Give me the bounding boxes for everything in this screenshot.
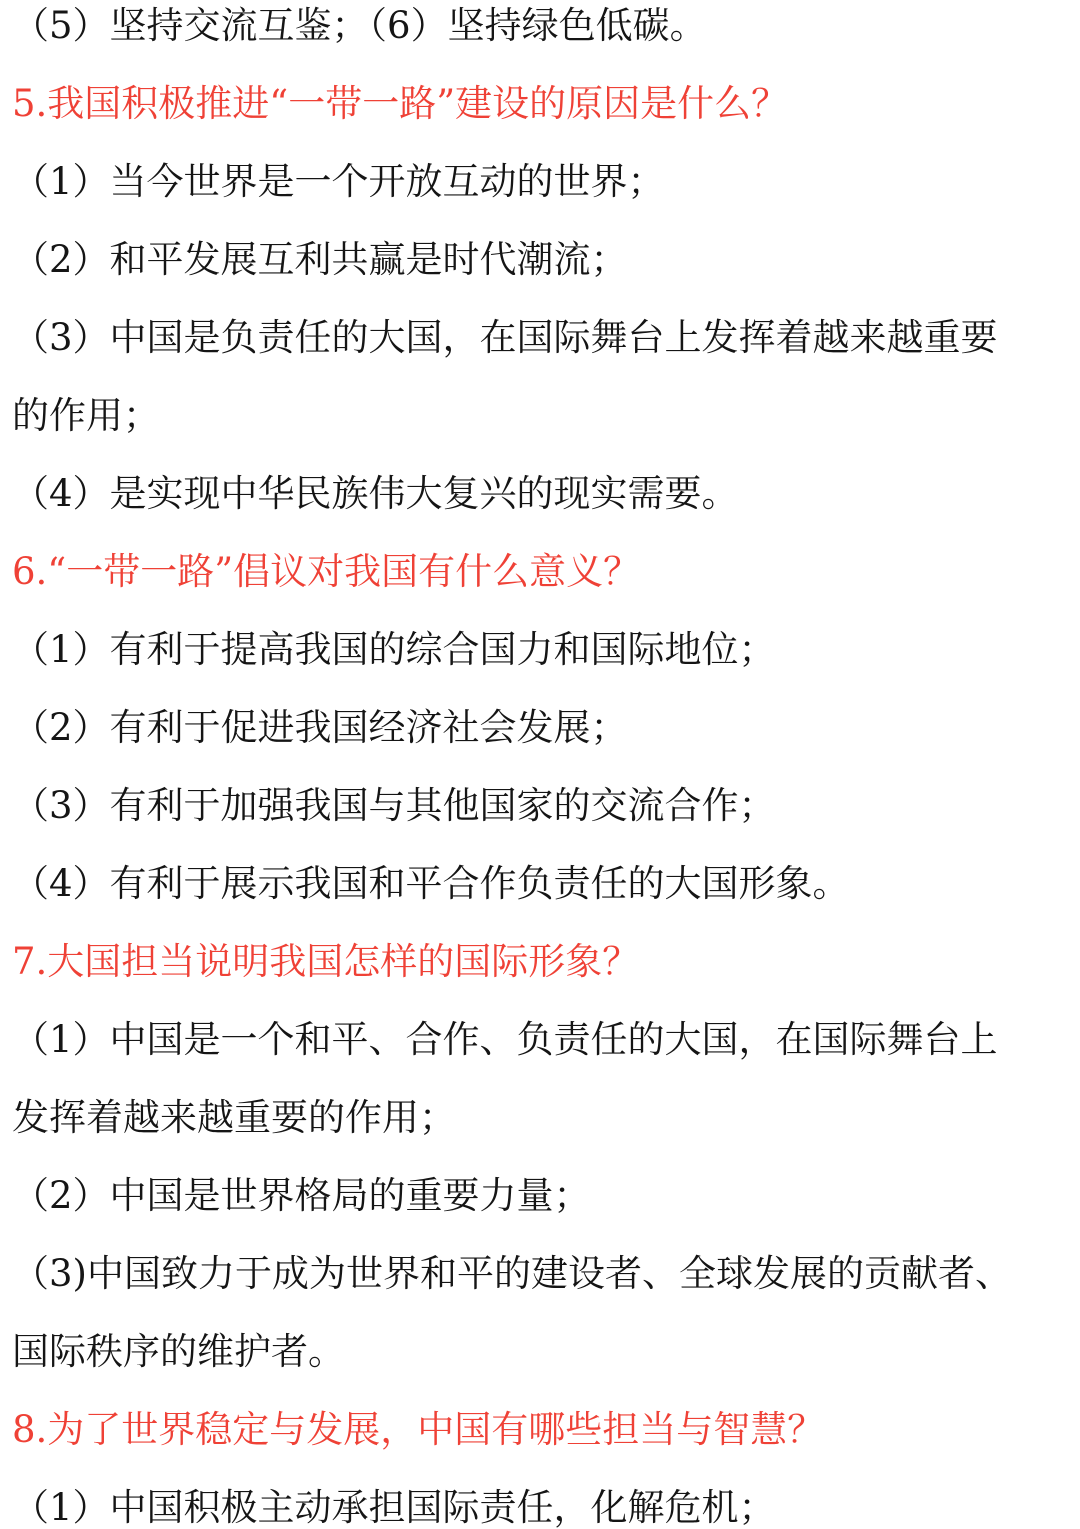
answer-line: 发挥着越来越重要的作用； bbox=[12, 1096, 456, 1139]
answer-line: （2）有利于促进我国经济社会发展； bbox=[12, 706, 628, 749]
answer-line: （3）有利于加强我国与其他国家的交流合作； bbox=[12, 784, 776, 827]
answer-line: （2）和平发展互利共赢是时代潮流； bbox=[12, 238, 628, 281]
question-heading-8: 8.为了世界稳定与发展，中国有哪些担当与智慧？ bbox=[12, 1408, 825, 1451]
answer-line: 国际秩序的维护者。 bbox=[12, 1330, 345, 1373]
answer-line: （1）有利于提高我国的综合国力和国际地位； bbox=[12, 628, 776, 671]
answer-line: （4）有利于展示我国和平合作负责任的大国形象。 bbox=[12, 862, 850, 905]
answer-line: （4）是实现中华民族伟大复兴的现实需要。 bbox=[12, 472, 739, 515]
answer-line: （3）中国是负责任的大国，在国际舞台上发挥着越来越重要 bbox=[12, 316, 998, 359]
question-heading-7: 7.大国担当说明我国怎样的国际形象？ bbox=[12, 940, 640, 983]
answer-line: （1）中国是一个和平、合作、负责任的大国，在国际舞台上 bbox=[12, 1018, 998, 1061]
answer-line: （3)中国致力于成为世界和平的建设者、全球发展的贡献者、 bbox=[12, 1252, 1012, 1295]
question-heading-6: 6.“一带一路”倡议对我国有什么意义？ bbox=[12, 550, 641, 593]
answer-line: 的作用； bbox=[12, 394, 160, 437]
answer-line: （2）中国是世界格局的重要力量； bbox=[12, 1174, 591, 1217]
answer-line: （1）当今世界是一个开放互动的世界； bbox=[12, 160, 665, 203]
answer-line: （1）中国积极主动承担国际责任，化解危机； bbox=[12, 1486, 776, 1529]
answer-line: （5）坚持交流互鉴；（6）坚持绿色低碳。 bbox=[12, 4, 707, 47]
question-heading-5: 5.我国积极推进“一带一路”建设的原因是什么？ bbox=[12, 82, 789, 125]
